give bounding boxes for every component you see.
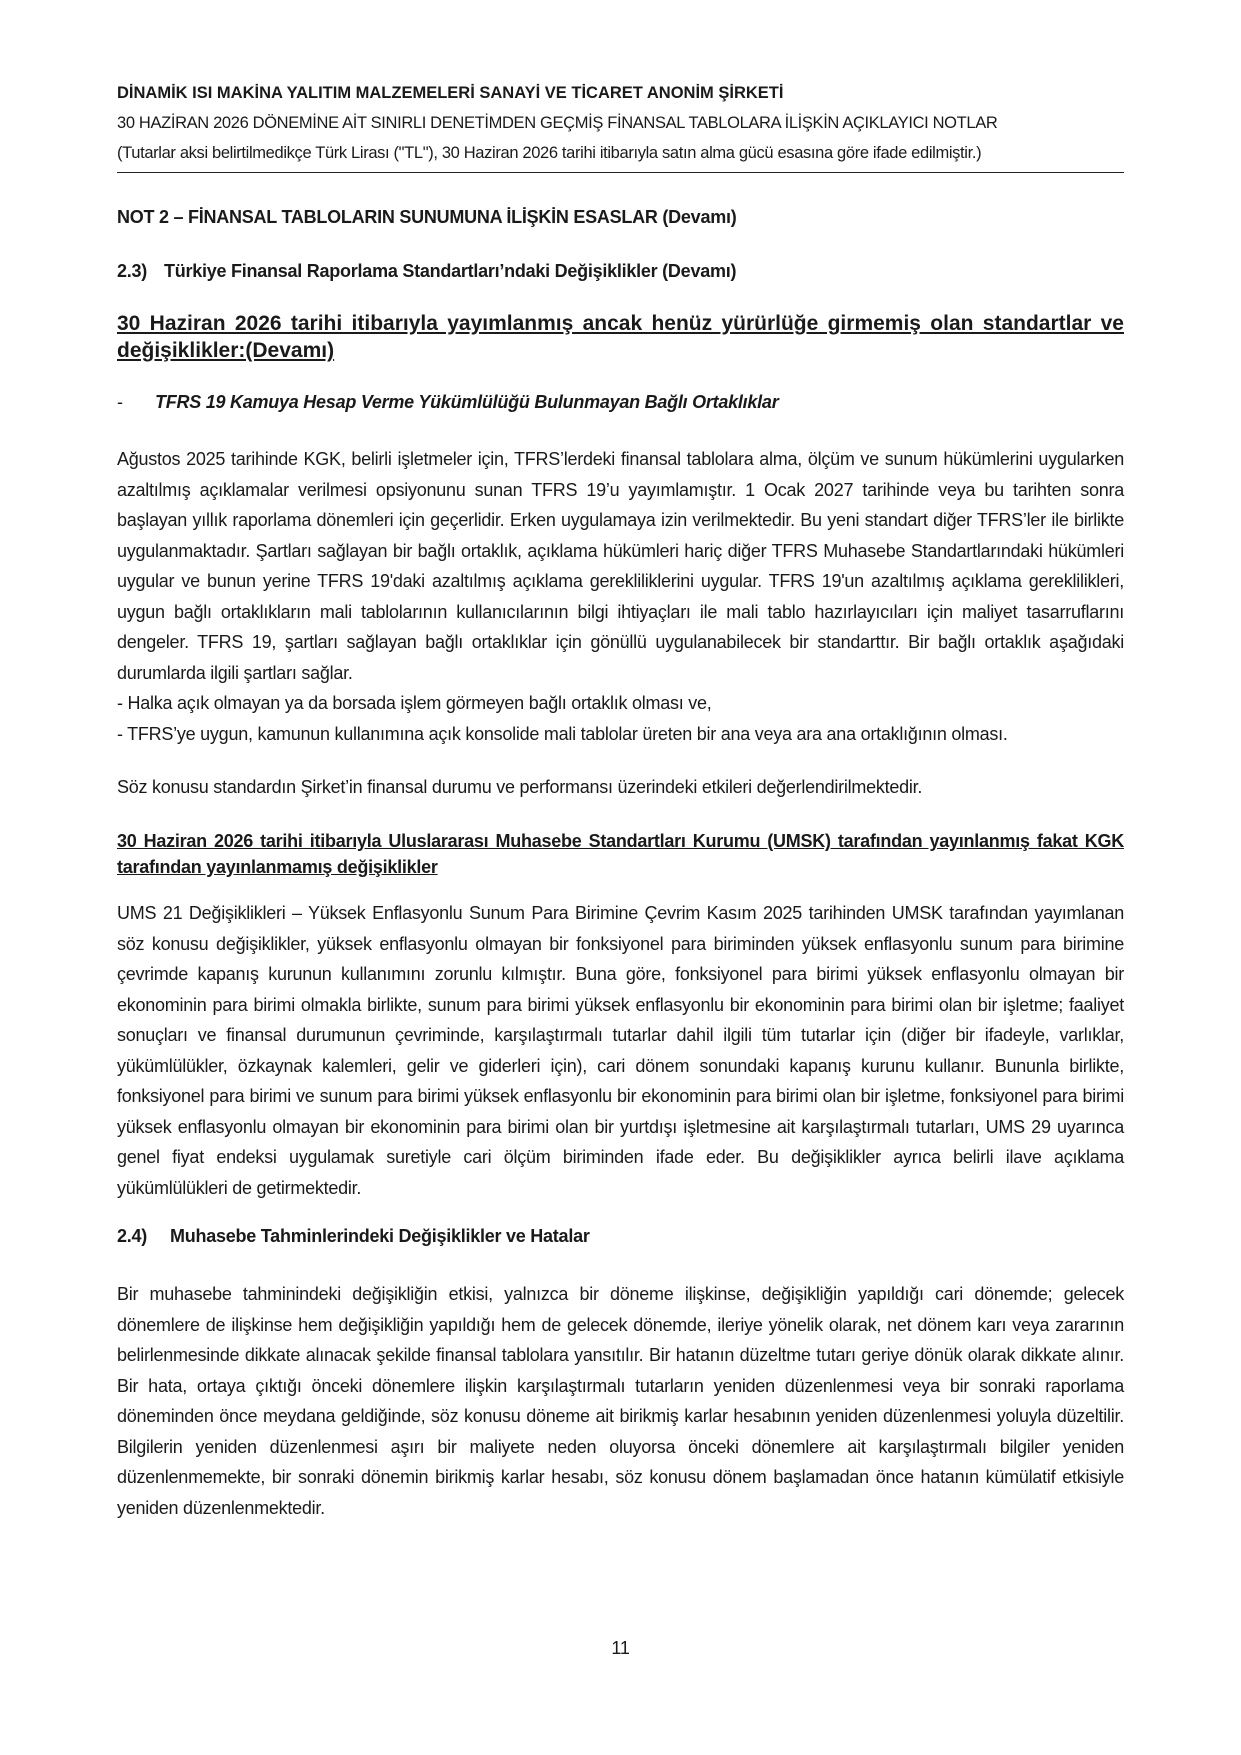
header-company-name: DİNAMİK ISI MAKİNA YALITIM MALZEMELERİ SANAYİ VE TİCARET ANONİM ŞİRKETİ [117,84,784,102]
section-2-3-heading [117,261,736,282]
published-standards-heading: 30 Haziran 2026 tarihi itibarıyla yayımlanmış ancak henüz yürürlüğe girmemiş olan standartlar ve değişiklikler:(Devamı) [117,312,1124,362]
section-2-3-title: Türkiye Finansal Raporlama Standartları’ndaki Değişiklikler (Devamı) [164,261,737,281]
note-heading: NOT 2 – FİNANSAL TABLOLARIN SUNUMUNA İLİŞKİN ESASLAR (Devamı) [117,207,737,227]
section-2-4-heading [117,1226,590,1247]
document-page [117,0,1124,1755]
page-number: 11 [611,1638,630,1658]
bullet-dash: - [117,392,123,412]
estimates-body: Bir muhasebe tahminindeki değişikliğin etkisi, yalnızca bir döneme ilişkinse, değişikliğin yapıldığı cari dönemde; gelecek dönemlere de ilişkinse hem değişikliğin yapıldığı hem de gelecek dönemde, ileriye yönelik olarak, net dönem karı veya zararının belirlenmesinde dikkate alınacak şekilde finansal tablolara yansıtılır. Bir hatanın düzeltme tutarı geriye dönük olarak dikkate alınır. Bir hata, ortaya çıktığı önceki dönemlere ilişkin karşılaştırmalı tutarların yeniden düzenlenmesi veya bir sonraki raporlama döneminden önce meydana geldiğinde, söz konusu döneme ait birikmiş karlar hesabının yeniden düzenlenmesi yoluyla düzeltilir. Bilgilerin yeniden düzenlenmesi aşırı bir maliyete neden oluyorsa önceki dönemlere ait karşılaştırmalı bilgiler yeniden düzenlenmemekte, bir sonraki dönemin birikmiş karlar hesabı, söz konusu dönem başlamadan önce hatanın kümülatif etkisiyle yeniden düzenlenmektedir. [117,1284,1124,1518]
tfrs19-bullet [117,392,778,413]
tfrs19-body: Ağustos 2025 tarihinde KGK, belirli işletmeler için, TFRS’lerdeki finansal tablolara alma, ölçüm ve sunum hükümlerini uygularken azaltılmış açıklamalar verilmesi opsiyonunu sunan TFRS 19’u yayımlamıştır. 1 Ocak 2027 tarihinde veya bu tarihten sonra başlayan yıllık raporlama dönemleri için geçerlidir. Erken uygulamaya izin verilmektedir. Bu yeni standart diğer TFRS’ler ile birlikte uygulanmaktadır. Şartları sağlayan bir bağlı ortaklık, açıklama hükümleri hariç diğer TFRS Muhasebe Standartlarındaki hükümleri uygular ve bunun yerine TFRS 19'daki azaltılmış açıklama gerekliliklerini uygular. TFRS 19'un azaltılmış açıklama gereklilikleri, uygun bağlı ortaklıkların mali tablolarının kullanıcılarının bilgi ihtiyaçları ile mali tablo hazırlayıcıları için maliyet tasarruflarını dengeler. TFRS 19, şartları sağlayan bağlı ortaklıklar için gönüllü uygulanabilecek bir standarttır. Bir bağlı ortaklık aşağıdaki durumlarda ilgili şartları sağlar. [117,449,1124,683]
tfrs19-title: TFRS 19 Kamuya Hesap Verme Yükümlülüğü Bulunmayan Bağlı Ortaklıklar [155,392,779,412]
header-report-title: 30 HAZİRAN 2026 DÖNEMİNE AİT SINIRLI DENETİMDEN GEÇMİŞ FİNANSAL TABLOLARA İLİŞKİN AÇIKLAYICI NOTLAR [117,114,998,132]
section-2-3-number: 2.3) [117,261,148,281]
umsk-heading: 30 Haziran 2026 tarihi itibarıyla Uluslararası Muhasebe Standartları Kurumu (UMSK) tarafından yayınlanmış fakat KGK tarafından yayınlanmamış değişiklikler [117,831,1124,877]
tfrs19-condition-1: - Halka açık olmayan ya da borsada işlem görmeyen bağlı ortaklık olması ve, [117,693,712,713]
estimates-paragraph [117,1279,1124,1523]
tfrs19-paragraph [117,444,1124,749]
tfrs19-condition-2: - TFRS’ye uygun, kamunun kullanımına açık konsolide mali tablolar üreten bir ana veya ara ana ortaklığının olması. [117,723,1008,744]
ums21-paragraph [117,898,1124,1203]
ums21-body: UMS 21 Değişiklikleri – Yüksek Enflasyonlu Sunum Para Birimine Çevrim Kasım 2025 tarihinden UMSK tarafından yayımlanan söz konusu değişiklikler, yüksek enflasyonlu olmayan bir fonksiyonel para biriminden yüksek enflasyonlu sunum para birimine çevrimde kapanış kurunun kullanımını zorunlu kılmıştır. Buna göre, fonksiyonel para birimi yüksek enflasyonlu olmayan bir ekonominin para birimi olmakla birlikte, sunum para birimi yüksek enflasyonlu bir ekonominin para birimi olan bir işletme; faaliyet sonuçları ve finansal durumunun çevriminde, karşılaştırmalı tutarlar dahil ilgili tüm tutarlar için (diğer bir ifadeyle, varlıklar, yükümlülükler, özkaynak kalemleri, gelir ve giderleri için), cari dönem sonundaki kapanış kurunu kullanır. Bununla birlikte, fonksiyonel para birimi ve sunum para birimi yüksek enflasyonlu bir ekonominin para birimi olan bir işletme, fonksiyonel para birimi yüksek enflasyonlu olmayan bir ekonominin para birimi olan bir yurtdışı işletmesine ait karşılaştırmalı tutarları, UMS 29 uyarınca genel fiyat endeksi uygulamak suretiyle cari ölçüm biriminden ifade eder. Bu değişiklikler ayrıca belirli ilave açıklama yükümlülükleri de getirmektedir. [117,903,1124,1198]
section-2-4-number: 2.4) [117,1226,148,1246]
evaluation-text: Söz konusu standardın Şirket’in finansal durumu ve performansı üzerindeki etkileri değerlendirilmektedir. [117,777,923,797]
header-divider [117,172,1124,173]
header-currency-note: (Tutarlar aksi belirtilmedikçe Türk Lirası ("TL"), 30 Haziran 2026 tarihi itibarıyla satın alma gücü esasına göre ifade edilmiştir.) [117,144,982,162]
evaluation-paragraph [117,772,1124,803]
section-2-4-title: Muhasebe Tahminlerindeki Değişiklikler ve Hatalar [170,1226,590,1246]
